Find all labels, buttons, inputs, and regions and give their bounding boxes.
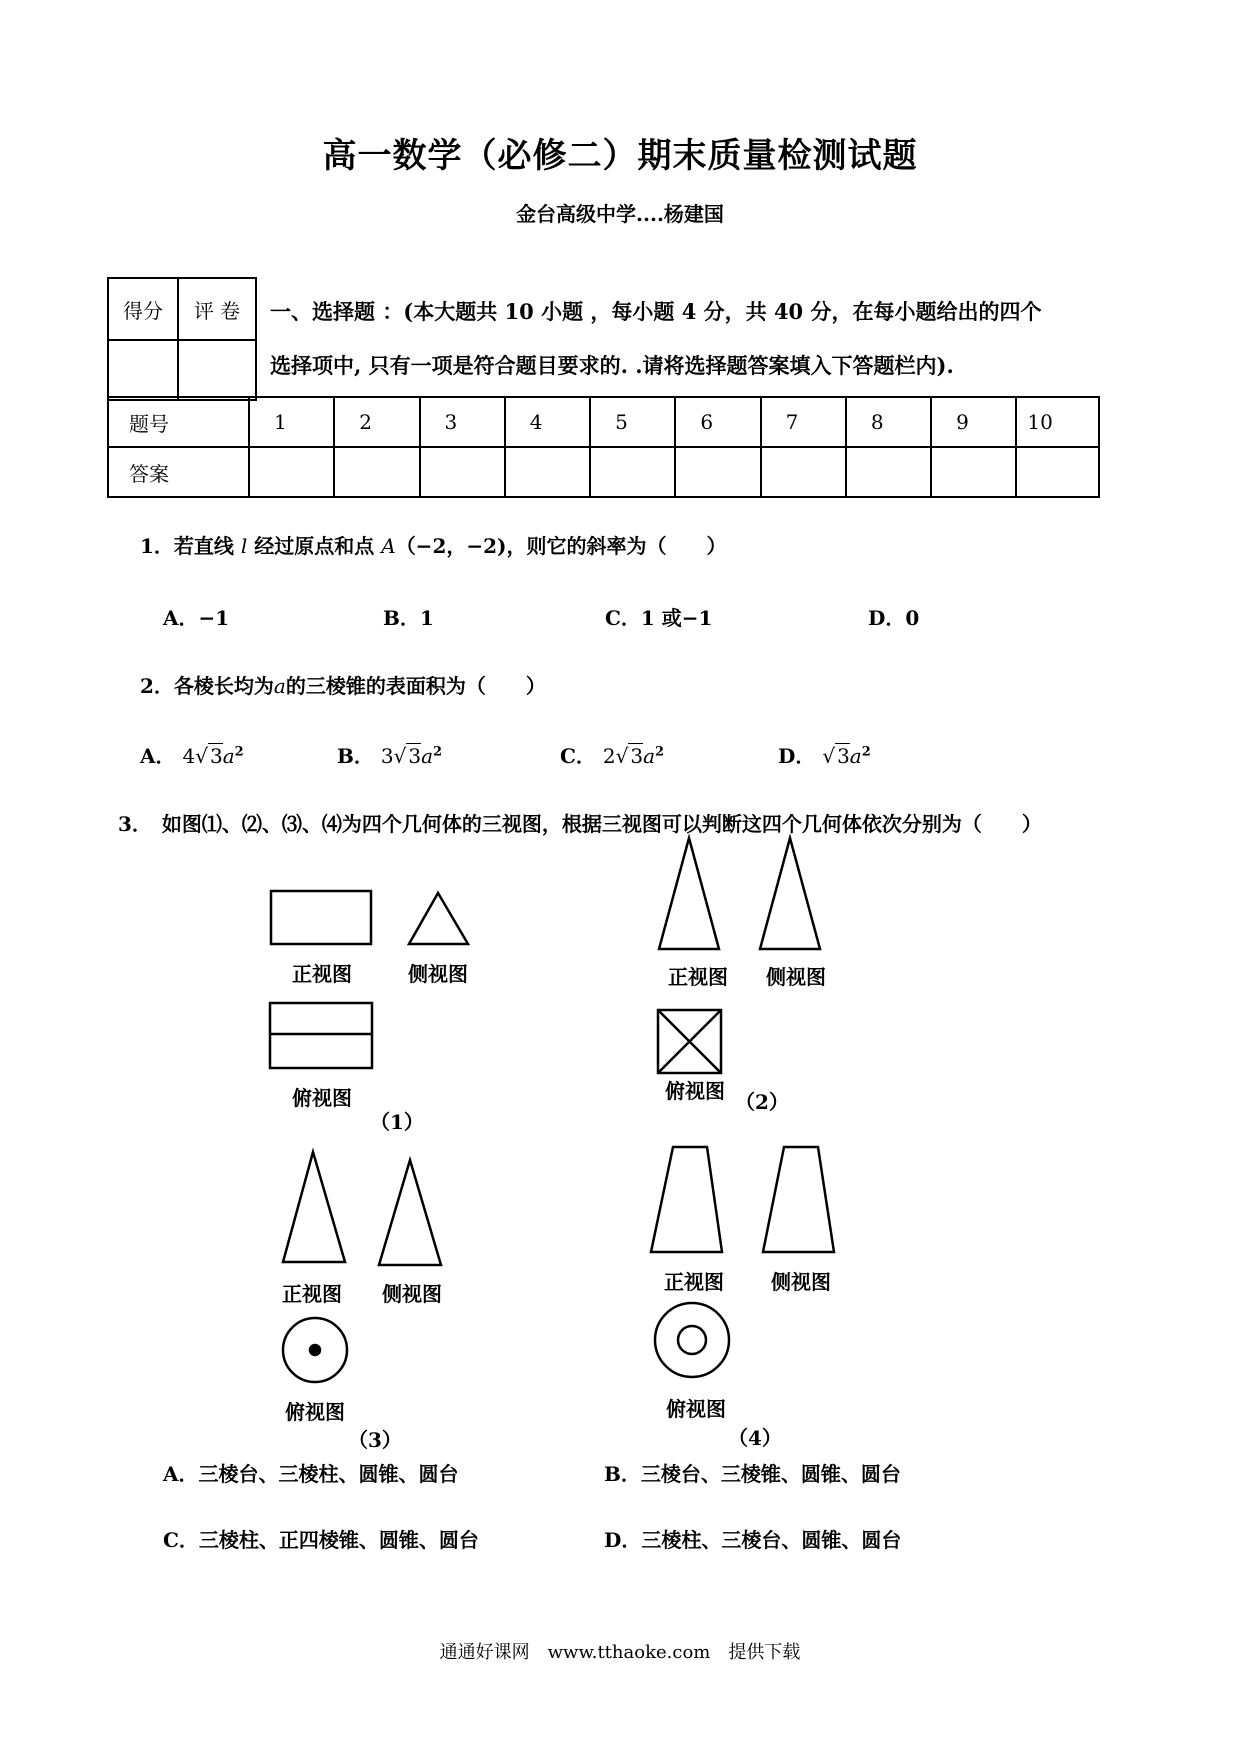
row-label-number: 题号 bbox=[108, 397, 249, 447]
number-cell: 10 bbox=[1016, 397, 1099, 447]
fig3-number: （3） bbox=[348, 1428, 402, 1452]
number-cell: 4 bbox=[505, 397, 590, 447]
fig4-number: （4） bbox=[728, 1426, 782, 1450]
fig1-number: （1） bbox=[370, 1110, 424, 1134]
fig2-top-label: 俯视图 bbox=[665, 1079, 725, 1103]
q1-option-d: D．0 bbox=[868, 606, 920, 630]
fig1-front-rect bbox=[271, 891, 371, 944]
fig1-side-label: 侧视图 bbox=[408, 962, 468, 986]
q2-option-b: B． 3√ $3a^2$ bbox=[337, 744, 443, 768]
fig2-side-label: 侧视图 bbox=[766, 965, 826, 989]
q3-option-a: A．三棱台、三棱柱、圆锥、圆台 bbox=[163, 1462, 459, 1486]
fig2-front-triangle bbox=[659, 838, 719, 949]
fig4-front-label: 正视图 bbox=[664, 1270, 724, 1294]
question-2: 2．各棱长均为a的三棱锥的表面积为（ ） bbox=[140, 674, 546, 698]
number-cell: 1 bbox=[249, 397, 334, 447]
fig1-top-rect bbox=[270, 1003, 372, 1068]
number-cell: 8 bbox=[846, 397, 931, 447]
fig3-top-label: 俯视图 bbox=[285, 1400, 345, 1424]
number-cell: 3 bbox=[420, 397, 505, 447]
fig4-top-inner-circle bbox=[678, 1326, 706, 1354]
fig1-front-label: 正视图 bbox=[292, 962, 352, 986]
page-title: 高一数学（必修二）期末质量检测试题 bbox=[322, 136, 918, 176]
fig4-side-label: 侧视图 bbox=[771, 1270, 831, 1294]
footer-credit: 通通好课网 www.tthaoke.com 提供下载 bbox=[439, 1642, 801, 1663]
section1-line2: 选择项中, 只有一项是符合题目要求的. .请将选择题答案填入下答题栏内). bbox=[270, 353, 954, 378]
fig3-side-triangle bbox=[379, 1160, 441, 1265]
q3-option-d: D．三棱柱、三棱台、圆锥、圆台 bbox=[604, 1528, 902, 1552]
q1-option-b: B．1 bbox=[383, 606, 434, 630]
q1-option-c: C．1 或−1 bbox=[605, 606, 713, 630]
fig3-front-triangle bbox=[283, 1152, 345, 1262]
q3-option-c: C．三棱柱、正四棱锥、圆锥、圆台 bbox=[163, 1528, 479, 1552]
fig4-top-outer-circle bbox=[655, 1303, 729, 1377]
q3-option-b: B．三棱台、三棱锥、圆锥、圆台 bbox=[604, 1462, 901, 1486]
q2-option-d: D． √ $3a^2$ bbox=[778, 744, 871, 768]
number-cell: 2 bbox=[334, 397, 419, 447]
fig4-side-trapezoid bbox=[763, 1147, 834, 1252]
fig3-top-dot bbox=[310, 1345, 320, 1355]
q2-option-a: A． 4√ $3a^2$ bbox=[140, 744, 244, 768]
fig1-side-triangle bbox=[409, 893, 468, 944]
fig2-number: （2） bbox=[735, 1090, 789, 1114]
fig2-side-triangle bbox=[760, 838, 820, 949]
fig1-top-label: 俯视图 bbox=[292, 1086, 352, 1110]
fig3-side-label: 侧视图 bbox=[382, 1282, 442, 1306]
number-cell: 7 bbox=[761, 397, 846, 447]
q2-option-c: C． 2√ $3a^2$ bbox=[560, 744, 665, 768]
score-label: 得分 bbox=[108, 278, 178, 340]
row-label-answer: 答案 bbox=[108, 447, 249, 497]
fig2-front-label: 正视图 bbox=[668, 965, 728, 989]
fig4-front-trapezoid bbox=[651, 1147, 722, 1252]
fig4-top-label: 俯视图 bbox=[666, 1397, 726, 1421]
number-cell: 5 bbox=[590, 397, 675, 447]
number-cell: 9 bbox=[931, 397, 1016, 447]
fig3-front-label: 正视图 bbox=[282, 1282, 342, 1306]
author-line: 金台高级中学....杨建国 bbox=[516, 202, 724, 226]
grader-label: 评 卷 bbox=[178, 278, 256, 340]
q1-option-a: A．−1 bbox=[163, 606, 230, 630]
question-3: 3． 如图⑴、⑵、⑶、⑷为四个几何体的三视图，根据三视图可以判断这四个几何体依次分别为（ ） bbox=[118, 812, 1042, 836]
number-cell: 6 bbox=[675, 397, 760, 447]
question-1: 1．若直线 l 经过原点和点 A（−2，−2)，则它的斜率为（ ） bbox=[140, 534, 727, 558]
section1-line1: 一、选择题 ：(本大题共 10 小题 ，每小题 4 分，共 40 分，在每小题给出的四个 bbox=[270, 299, 1042, 324]
